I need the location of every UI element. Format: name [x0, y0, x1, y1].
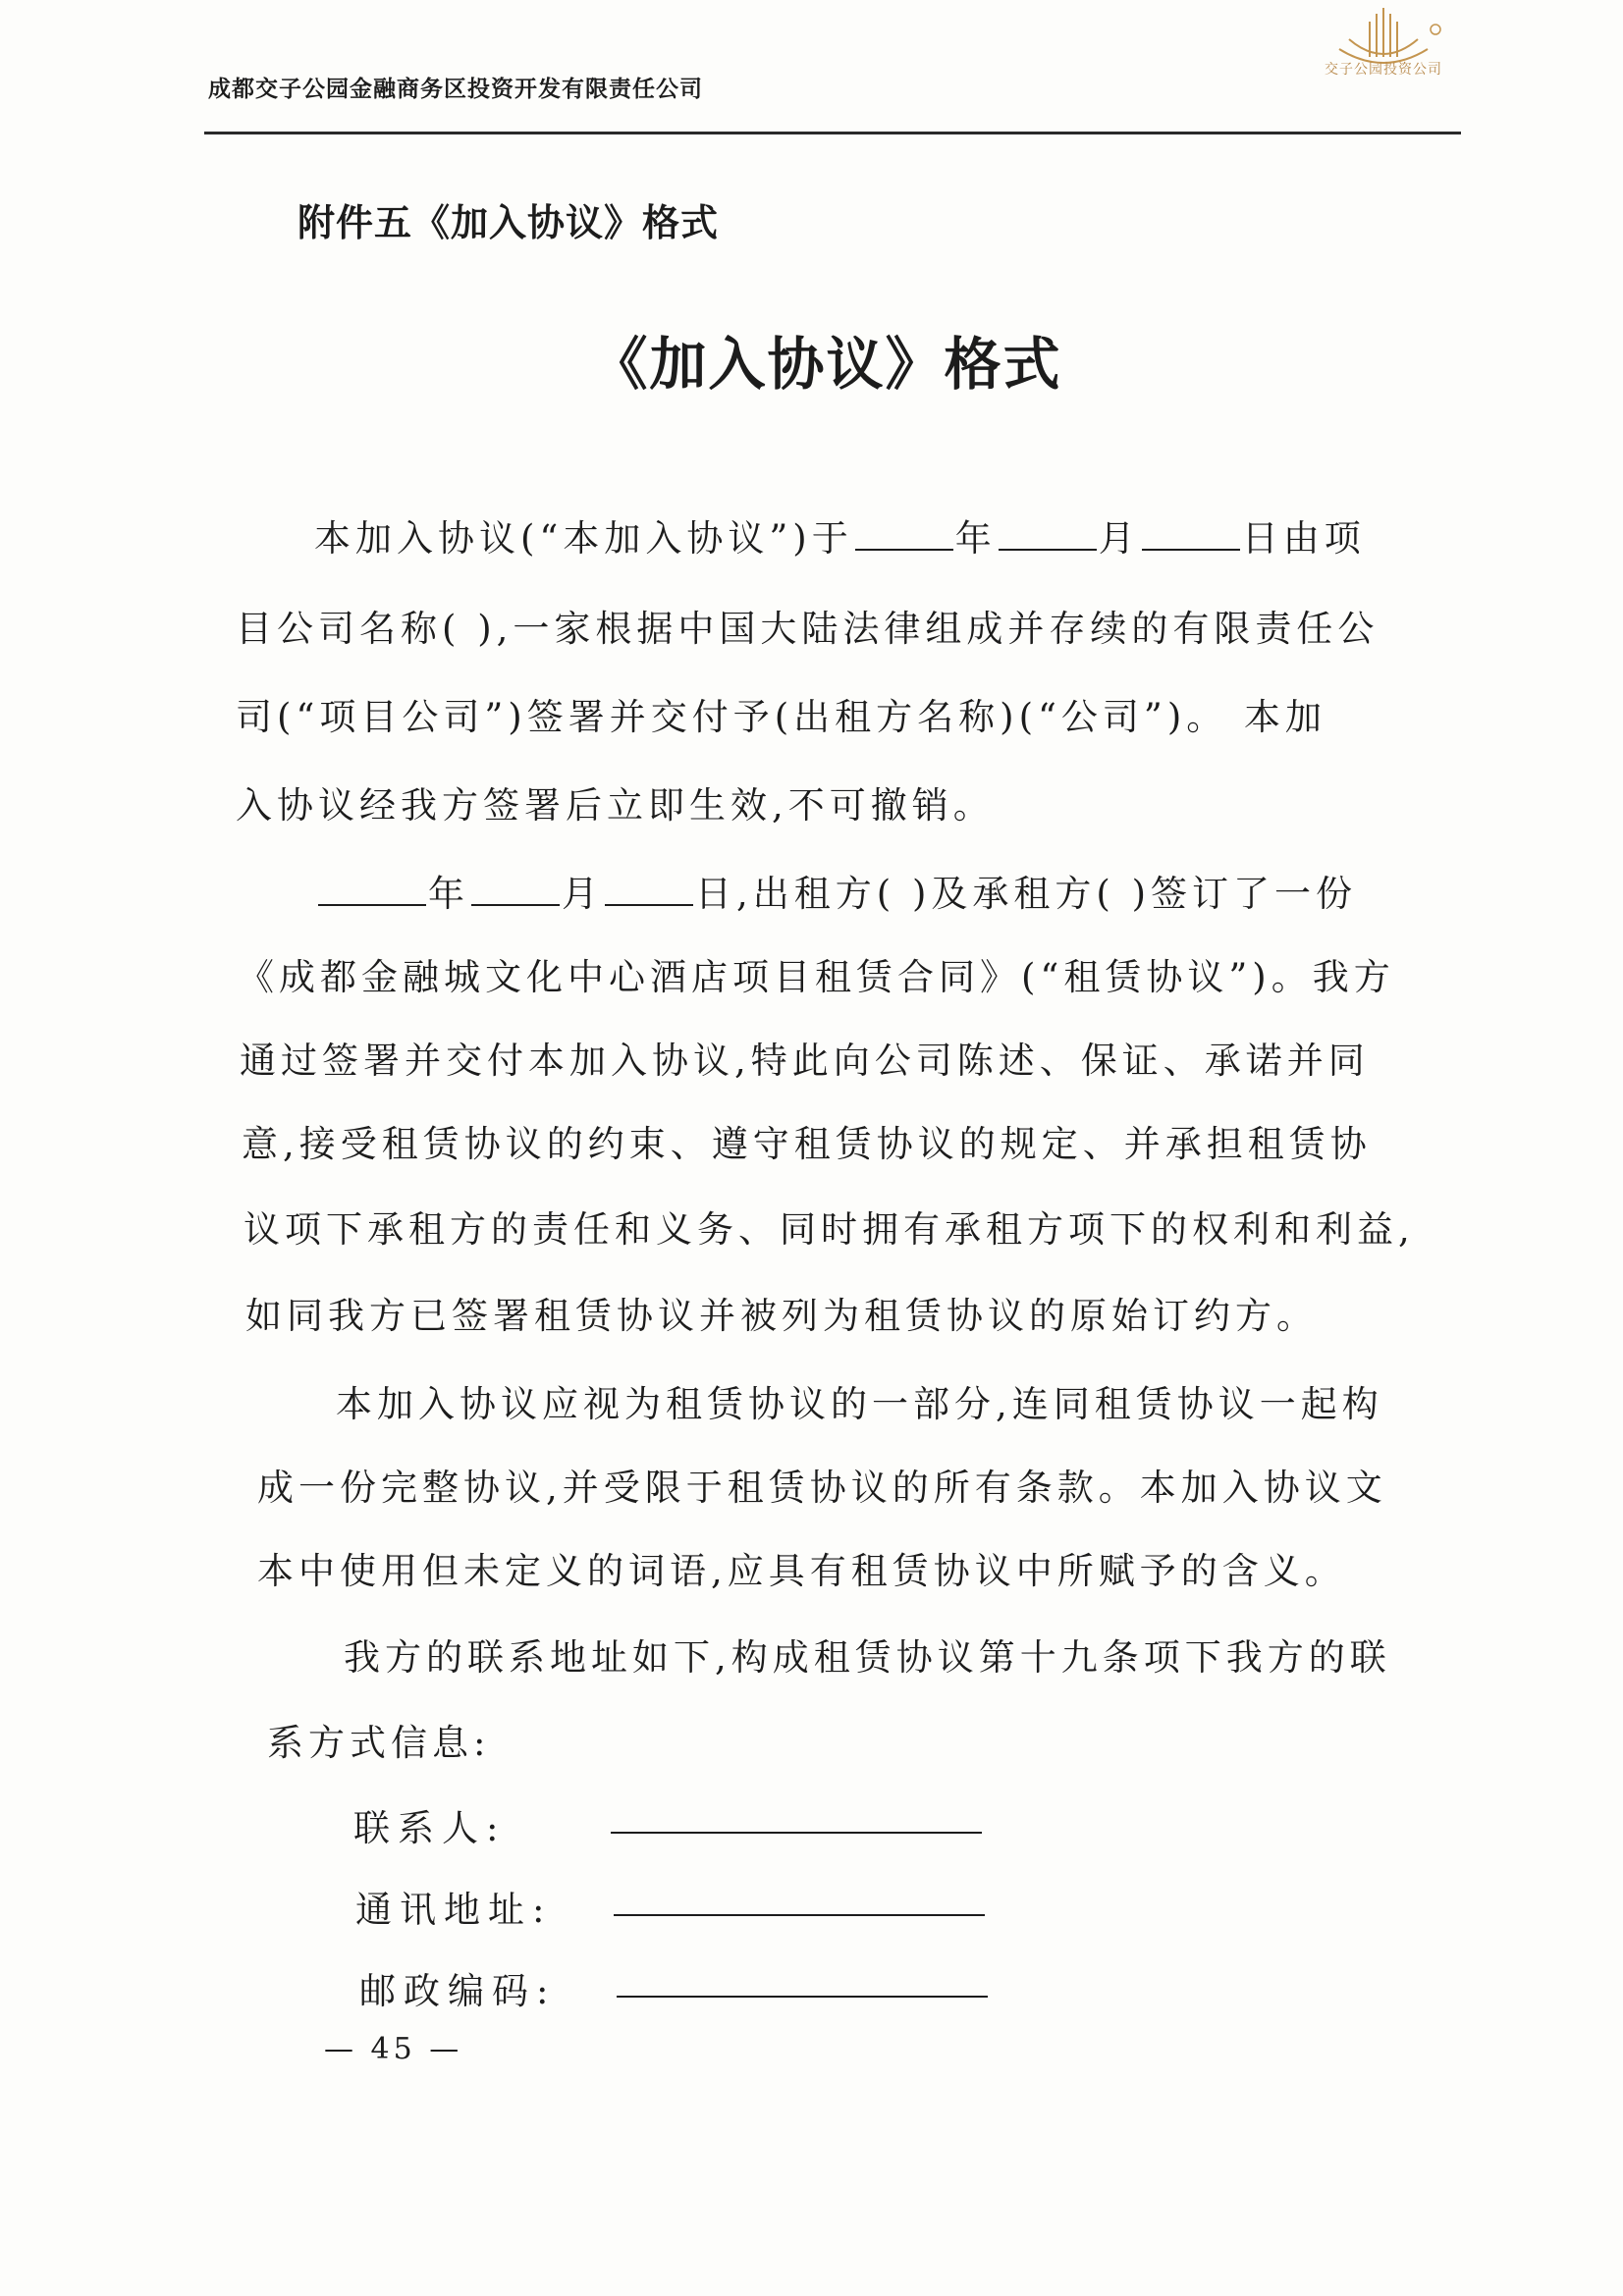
- document-title: 《加入协议》格式: [590, 331, 1062, 398]
- month-label: 月: [1098, 517, 1140, 560]
- paragraph-2-line-4: 意,接受租赁协议的约束、遵守租赁协议的规定、并承担租赁协: [242, 1123, 1372, 1165]
- month-label: 月: [562, 873, 603, 915]
- postcode-field: [617, 1996, 988, 1998]
- year-blank: [855, 519, 953, 551]
- paragraph-3-line-3: 本中使用但未定义的词语,应具有租赁协议中所赋予的含义。: [257, 1550, 1346, 1592]
- paragraph-1-line-2: 目公司名称( ),一家根据中国大陆法律组成并存续的有限责任公: [236, 608, 1380, 650]
- page-number: — 45 —: [324, 2032, 463, 2066]
- paragraph-4-line-1: 我方的联系地址如下,构成租赁协议第十九条项下我方的联: [344, 1636, 1391, 1679]
- year-label: 年: [954, 517, 997, 560]
- paragraph-2-line-1: [316, 864, 1357, 917]
- paragraph-1-line-1: [314, 508, 1366, 561]
- paragraph-1-line-4: 入协议经我方签署后立即生效,不可撤销。: [236, 784, 995, 827]
- paragraph-1-line-3: 司(“项目公司”)签署并交付予(出租方名称)(“公司”)。 本加: [236, 696, 1327, 738]
- contact-person-field: [611, 1832, 982, 1834]
- p1-text-a: 本加入协议(“本加入协议”)于: [314, 517, 853, 560]
- year-blank: [318, 875, 426, 906]
- header-divider: [204, 132, 1461, 134]
- paragraph-3-line-1: 本加入协议应视为租赁协议的一部分,连同租赁协议一起构: [336, 1383, 1383, 1425]
- month-blank: [471, 875, 560, 906]
- day-blank: [1142, 519, 1240, 551]
- logo-text: 交子公园投资公司: [1325, 62, 1442, 78]
- paragraph-3-line-2: 成一份完整协议,并受限于租赁协议的所有条款。本加入协议文: [257, 1467, 1387, 1509]
- attachment-title: 附件五《加入协议》格式: [298, 201, 720, 244]
- paragraph-4-line-2: 系方式信息:: [267, 1722, 491, 1764]
- paragraph-2-line-5: 议项下承租方的责任和义务、同时拥有承租方项下的权利和利益,: [243, 1208, 1415, 1251]
- paragraph-2-line-6: 如同我方已签署租赁协议并被列为租赁协议的原始订约方。: [245, 1295, 1318, 1337]
- day-blank: [605, 875, 693, 906]
- month-blank: [999, 519, 1097, 551]
- p1-text-b: 日由项: [1241, 517, 1366, 560]
- header-company-name: 成都交子公园金融商务区投资开发有限责任公司: [208, 77, 703, 102]
- mailing-address-field: [614, 1914, 985, 1916]
- paragraph-2-line-3: 通过签署并交付本加入协议,特此向公司陈述、保证、承诺并同: [240, 1040, 1370, 1082]
- paragraph-2-line-2: 《成都金融城文化中心酒店项目租赁合同》(“租赁协议”)。我方: [238, 956, 1395, 998]
- contact-person-label: 联系人:: [353, 1807, 507, 1849]
- postcode-label: 邮政编码:: [359, 1970, 557, 2012]
- year-label: 年: [428, 873, 469, 915]
- p2-text-b: 日,出租方( )及承租方( )签订了一份: [695, 873, 1358, 915]
- mailing-address-label: 通讯地址:: [355, 1889, 553, 1931]
